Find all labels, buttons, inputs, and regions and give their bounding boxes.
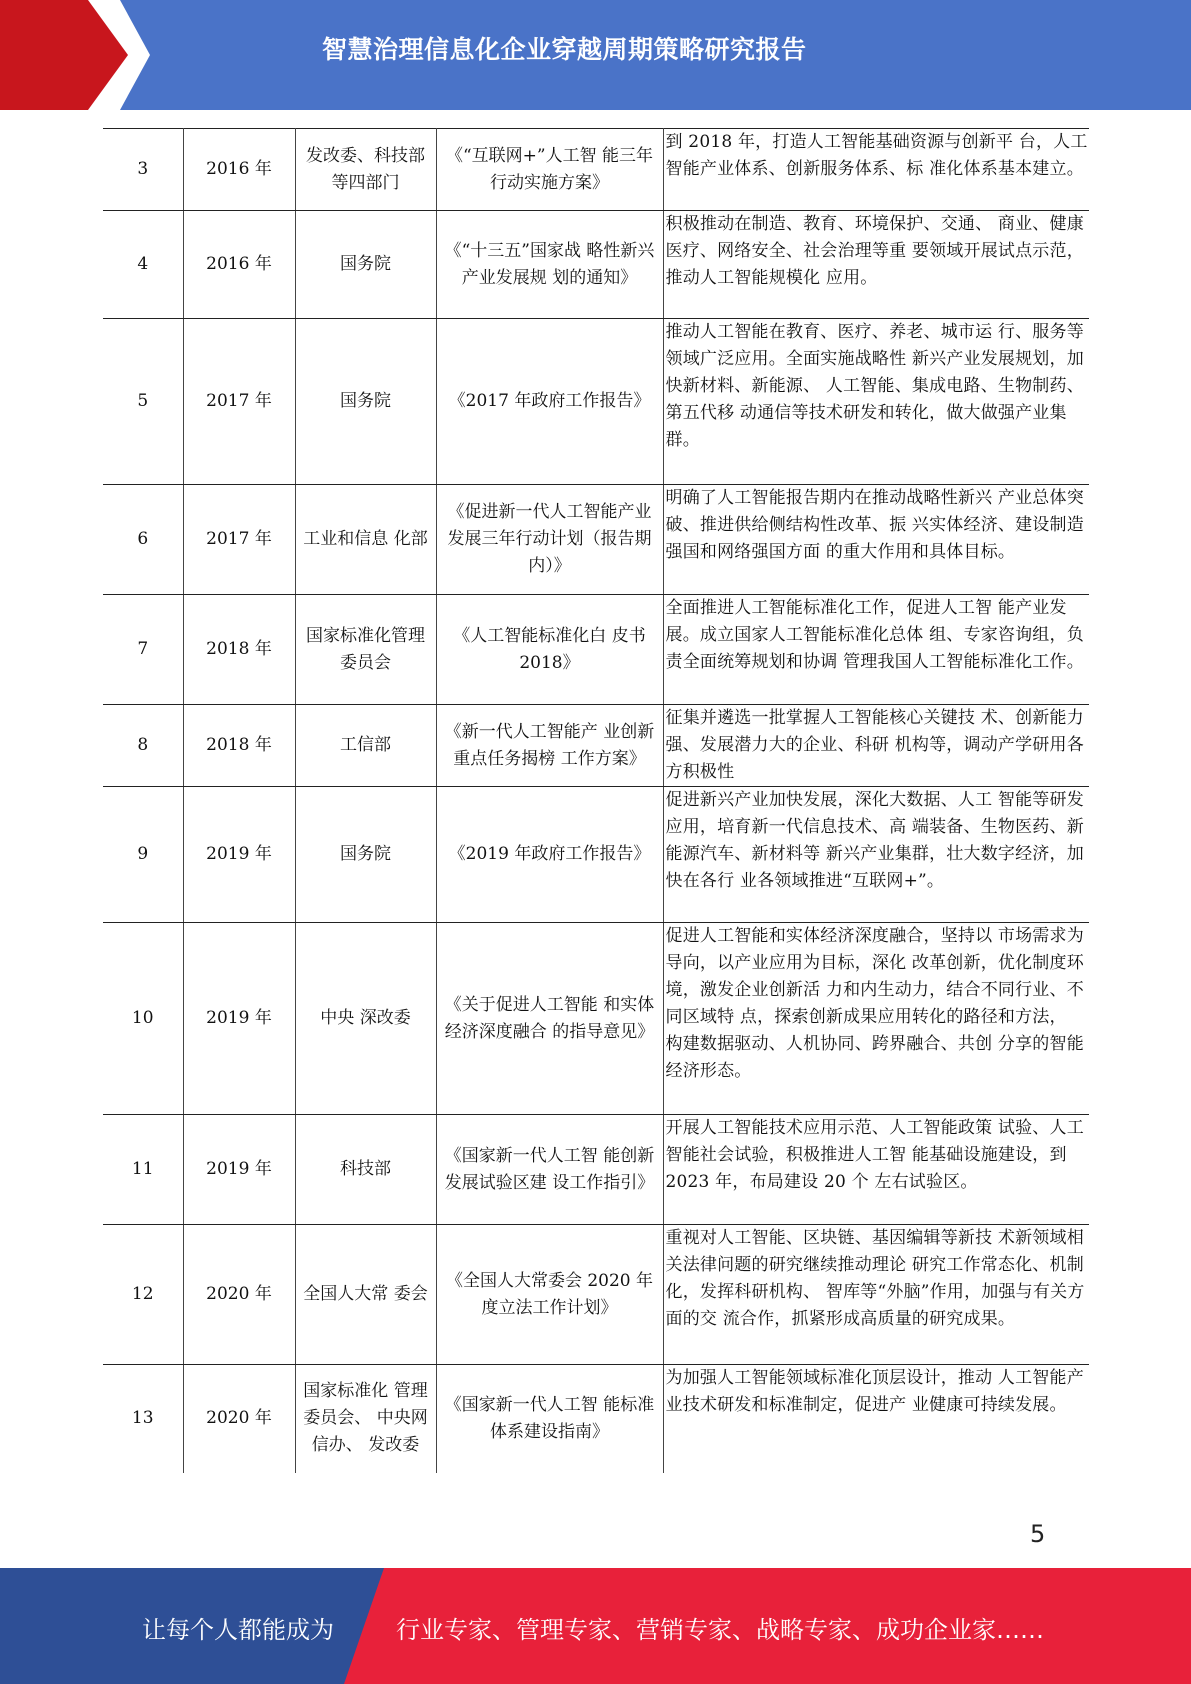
row-content-cell: 为加强人工智能领域标准化顶层设计，推动 人工智能产业技术研发和标准制定，促进产 业健康可持续发展。 (665, 1368, 1084, 1415)
row-department-cell: 国务院 (295, 319, 436, 485)
row-document-cell: 《国家新一代人工智 能创新发展试验区建 设工作指引》 (436, 1115, 663, 1225)
row-number-cell: 11 (103, 1115, 183, 1225)
row-document-cell: 《国家新一代人工智 能标准体系建设指南》 (436, 1365, 663, 1473)
row-number-cell: 5 (103, 319, 183, 485)
row-document-cell: 《2019 年政府工作报告》 (436, 787, 663, 923)
row-number-cell: 4 (103, 211, 183, 319)
row-content-cell: 积极推动在制造、教育、环境保护、交通、 商业、健康医疗、网络安全、社会治理等重 要领域开展试点示范，推动人工智能规模化 应用。 (663, 211, 1089, 319)
table-row (103, 129, 1089, 211)
row-year-cell: 2019 年 (183, 787, 295, 923)
table-row (103, 787, 1089, 923)
row-year-cell: 2016 年 (183, 129, 295, 211)
row-number-cell: 6 (103, 485, 183, 595)
row-content-cell: 开展人工智能技术应用示范、人工智能政策 试验、人工智能社会试验，积极推进人工智 能基础设施建设，到 2023 年，布局建设 20 个 左右试验区。 (663, 1115, 1089, 1225)
policy-table (103, 128, 1089, 1473)
row-content-cell: 到 2018 年，打造人工智能基础资源与创新平 台，人工智能产业体系、创新服务体系、标 准化体系基本建立。 (663, 129, 1089, 211)
row-department-cell: 工信部 (295, 705, 436, 787)
page-footer (0, 1568, 1191, 1684)
table-row (103, 1115, 1089, 1225)
row-number-cell: 13 (103, 1365, 183, 1473)
row-department-cell: 科技部 (295, 1115, 436, 1225)
row-document-cell: 《“十三五”国家战 略性新兴产业发展规 划的通知》 (436, 211, 663, 319)
page-header (0, 0, 1191, 110)
row-document-cell: 《新一代人工智能产 业创新重点任务揭榜 工作方案》 (436, 705, 663, 787)
row-content-cell: 促进人工智能和实体经济深度融合，坚持以 市场需求为导向，以产业应用为目标，深化 改革创新，优化制度环境，激发企业创新活 力和内生动力，结合不同行业、不同区域特 点，探索创新成果应用转化的路径和方法， 构建数据驱动、人机协同、跨界融合、共创 分享的智能经济形态。 (663, 923, 1089, 1115)
row-department-cell: 发改委、科技部等四部门 (295, 129, 436, 211)
row-year-cell: 2016 年 (183, 211, 295, 319)
row-department-cell: 全国人大常 委会 (295, 1225, 436, 1365)
table-row (103, 705, 1089, 787)
row-number-cell: 12 (103, 1225, 183, 1365)
row-content-cell: 重视对人工智能、区块链、基因编辑等新技 术新领域相关法律问题的研究继续推动理论 研究工作常态化、机制化，发挥科研机构、 智库等“外脑”作用，加强与有关方面的交 流合作，抓紧形成高质量的研究成果。 (663, 1225, 1089, 1365)
policy-table-body (103, 129, 1089, 1473)
page-number: 5 (1030, 1520, 1046, 1548)
row-department-cell: 国家标准化管理委员会 (295, 595, 436, 705)
row-year-cell: 2018 年 (183, 705, 295, 787)
table-row (103, 923, 1089, 1115)
table-row (103, 319, 1089, 485)
row-year-cell: 2020 年 (183, 1225, 295, 1365)
row-department-cell: 国家标准化 管理委员会、 中央网信办、 发改委 (295, 1365, 436, 1473)
row-number-cell: 10 (103, 923, 183, 1115)
row-document-cell: 《促进新一代人工智能产业发展三年行动计划（报告期内）》 (436, 485, 663, 595)
table-row (103, 211, 1089, 319)
row-content-cell: 征集并遴选一批掌握人工智能核心关键技 术、创新能力强、发展潜力大的企业、科研 机构等，调动产学研用各方积极性 (663, 705, 1089, 787)
footer-slogan-left: 让每个人都能成为 (142, 1616, 334, 1644)
table-row (103, 485, 1089, 595)
row-content-cell: 推动人工智能在教育、医疗、养老、城市运 行、服务等领域广泛应用。全面实施战略性 新兴产业发展规划，加快新材料、新能源、 人工智能、集成电路、生物制药、第五代移 动通信等技术研发和转化，做大做强产业集 群。 (663, 319, 1089, 485)
row-department-cell: 国务院 (295, 211, 436, 319)
row-year-cell: 2019 年 (183, 1115, 295, 1225)
report-title: 智慧治理信息化企业穿越周期策略研究报告 (322, 35, 807, 64)
row-document-cell: 《全国人大常委会 2020 年度立法工作计划》 (436, 1225, 663, 1365)
row-department-cell: 中央 深改委 (295, 923, 436, 1115)
row-department-cell: 国务院 (295, 787, 436, 923)
row-number-cell: 7 (103, 595, 183, 705)
row-number-cell: 8 (103, 705, 183, 787)
row-department-cell: 工业和信息 化部 (295, 485, 436, 595)
row-content-cell: 明确了人工智能报告期内在推动战略性新兴 产业总体突破、推进供给侧结构性改革、振 兴实体经济、建设制造强国和网络强国方面 的重大作用和具体目标。 (663, 485, 1089, 595)
row-year-cell: 2017 年 (183, 485, 295, 595)
row-year-cell: 2017 年 (183, 319, 295, 485)
row-year-cell: 2018 年 (183, 595, 295, 705)
row-content-cell: 促进新兴产业加快发展，深化大数据、人工 智能等研发应用，培育新一代信息技术、高 端装备、生物医药、新能源汽车、新材料等 新兴产业集群，壮大数字经济，加快在各行 业各领域推进“互联网+”。 (663, 787, 1089, 923)
row-year-cell: 2019 年 (183, 923, 295, 1115)
row-document-cell: 《“互联网+”人工智 能三年行动实施方案》 (436, 129, 663, 211)
footer-slogan-right: 行业专家、管理专家、营销专家、战略专家、成功企业家…… (396, 1616, 1044, 1644)
row-document-cell: 《2017 年政府工作报告》 (436, 319, 663, 485)
row-content-cell: 全面推进人工智能标准化工作，促进人工智 能产业发展。成立国家人工智能标准化总体 组、专家咨询组，负责全面统筹规划和协调 管理我国人工智能标准化工作。 (663, 595, 1089, 705)
table-row (103, 1225, 1089, 1365)
row-document-cell: 《关于促进人工智能 和实体经济深度融合 的指导意见》 (436, 923, 663, 1115)
row-number-cell: 3 (103, 129, 183, 211)
row-year-cell: 2020 年 (183, 1365, 295, 1473)
row-number-cell: 9 (103, 787, 183, 923)
row-document-cell: 《人工智能标准化白 皮书 2018》 (436, 595, 663, 705)
table-row (103, 595, 1089, 705)
table-row (103, 1365, 1089, 1473)
